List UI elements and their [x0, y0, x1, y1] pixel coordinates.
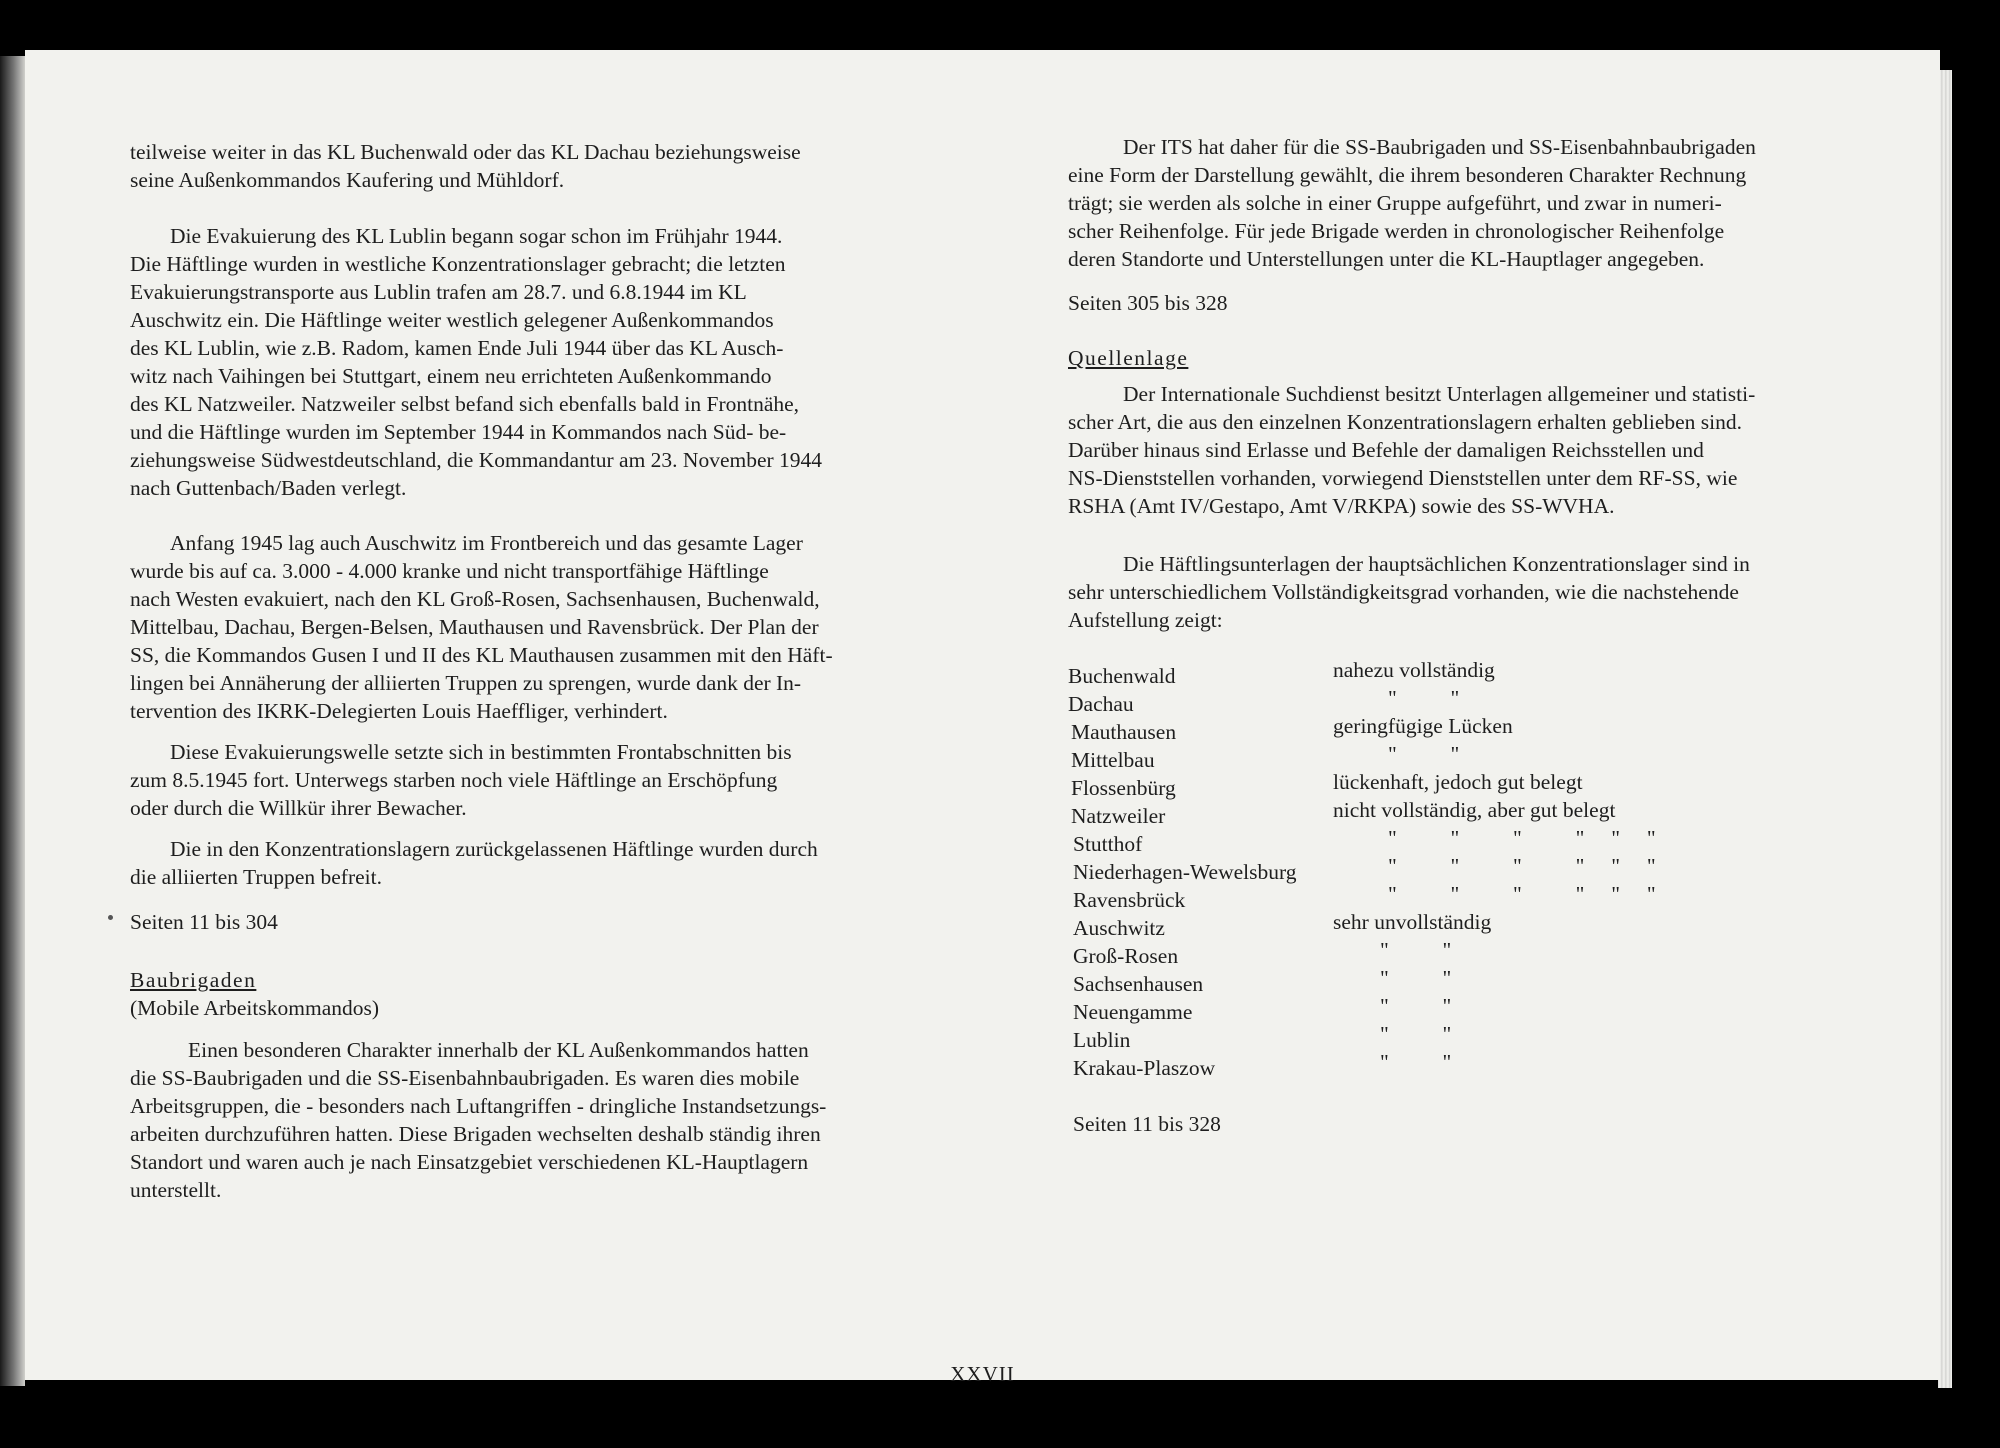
text-line: die alliierten Truppen befreit. — [130, 865, 382, 889]
text-line: sehr unterschiedlichem Vollständigkeitsgrad vorhanden, wie die nachstehende — [1068, 580, 1739, 604]
section-subheading: (Mobile Arbeitskommandos) — [130, 996, 380, 1020]
camp-status: nicht vollständig, aber gut belegt — [1333, 798, 1616, 822]
camp-status: " " — [1380, 994, 1452, 1018]
text-line: seine Außenkommandos Kaufering und Mühldorf. — [130, 168, 565, 192]
camp-status: nahezu vollständig — [1333, 658, 1495, 682]
text-line: und die Häftlinge wurden im September 1944 in Kommandos nach Süd- be- — [130, 420, 787, 444]
text-line: Mittelbau, Dachau, Bergen-Belsen, Mauthausen und Ravensbrück. Der Plan der — [130, 615, 819, 639]
margin-mark — [108, 915, 113, 920]
text-line: Die Häftlingsunterlagen der hauptsächlichen Konzentrationslager sind in — [1123, 552, 1750, 576]
camp-name: Lublin — [1073, 1028, 1131, 1052]
camp-status: geringfügige Lücken — [1333, 714, 1513, 738]
text-line: nach Guttenbach/Baden verlegt. — [130, 476, 407, 500]
page-stack-edge — [1938, 70, 1952, 1388]
camp-name: Niederhagen-Wewelsburg — [1073, 860, 1297, 884]
camp-name: Stutthof — [1073, 832, 1143, 856]
camp-status: " " — [1380, 938, 1452, 962]
text-line: Anfang 1945 lag auch Auschwitz im Frontbereich und das gesamte Lager — [170, 531, 803, 555]
page-reference: Seiten 11 bis 328 — [1073, 1112, 1221, 1136]
camp-status: " " — [1380, 1050, 1452, 1074]
text-line: Die Evakuierung des KL Lublin begann sogar schon im Frühjahr 1944. — [170, 224, 783, 248]
camp-name: Mittelbau — [1071, 748, 1155, 772]
text-line: arbeiten durchzuführen hatten. Diese Brigaden wechselten deshalb ständig ihren — [130, 1122, 821, 1146]
text-line: Der Internationale Suchdienst besitzt Unterlagen allgemeiner und statisti- — [1123, 382, 1756, 406]
camp-name: Sachsenhausen — [1073, 972, 1204, 996]
camp-status: " " — [1388, 686, 1460, 710]
camp-name: Krakau-Plaszow — [1073, 1056, 1216, 1080]
text-line: ziehungsweise Südwestdeutschland, die Kommandantur am 23. November 1944 — [130, 448, 823, 472]
text-line: scher Reihenfolge. Für jede Brigade werden in chronologischer Reihenfolge — [1068, 219, 1725, 243]
text-line: Einen besonderen Charakter innerhalb der KL Außenkommandos hatten — [188, 1038, 809, 1062]
text-line: Diese Evakuierungswelle setzte sich in bestimmten Frontabschnitten bis — [170, 740, 792, 764]
text-line: Aufstellung zeigt: — [1068, 608, 1223, 632]
camp-status: " " — [1388, 742, 1460, 766]
text-line: deren Standorte und Unterstellungen unter die KL-Hauptlager angegeben. — [1068, 247, 1705, 271]
text-line: NS-Dienststellen vorhanden, vorwiegend Dienststellen unter dem RF-SS, wie — [1068, 466, 1738, 490]
text-line: RSHA (Amt IV/Gestapo, Amt V/RKPA) sowie des SS-WVHA. — [1068, 494, 1615, 518]
camp-status: " " — [1380, 966, 1452, 990]
section-heading-quellenlage: Quellenlage — [1068, 346, 1189, 370]
text-line: die SS-Baubrigaden und die SS-Eisenbahnbaubrigaden. Es waren dies mobile — [130, 1066, 800, 1090]
camp-name: Flossenbürg — [1071, 776, 1176, 800]
text-line: Darüber hinaus sind Erlasse und Befehle der damaligen Reichsstellen und — [1068, 438, 1704, 462]
text-line: unterstellt. — [130, 1178, 222, 1202]
text-line: Evakuierungstransporte aus Lublin trafen am 28.7. und 6.8.1944 im KL — [130, 280, 747, 304]
camp-status: lückenhaft, jedoch gut belegt — [1333, 770, 1583, 794]
book-spine-shadow — [0, 56, 25, 1386]
text-line: zum 8.5.1945 fort. Unterwegs starben noch viele Häftlinge an Erschöpfung — [130, 768, 778, 792]
text-line: wurde bis auf ca. 3.000 - 4.000 kranke und nicht transportfähige Häftlinge — [130, 559, 769, 583]
camp-name: Dachau — [1068, 692, 1134, 716]
section-heading-baubrigaden: Baubrigaden — [130, 968, 257, 992]
camp-status: " " — [1380, 1022, 1452, 1046]
text-line: teilweise weiter in das KL Buchenwald oder das KL Dachau beziehungsweise — [130, 140, 801, 164]
page-reference: Seiten 305 bis 328 — [1068, 291, 1228, 315]
camp-status: " " " " " " — [1388, 882, 1656, 906]
text-line: oder durch die Willkür ihrer Bewacher. — [130, 796, 467, 820]
camp-status: sehr unvollständig — [1333, 910, 1492, 934]
document-page — [25, 50, 1940, 1386]
text-line: Standort und waren auch je nach Einsatzgebiet verschiedenen KL-Hauptlagern — [130, 1150, 809, 1174]
text-line: tervention des IKRK-Delegierten Louis Haeffliger, verhindert. — [130, 699, 668, 723]
camp-name: Buchenwald — [1068, 664, 1176, 688]
text-line: Auschwitz ein. Die Häftlinge weiter westlich gelegener Außenkommandos — [130, 308, 774, 332]
camp-status: " " " " " " — [1388, 854, 1656, 878]
text-line: des KL Natzweiler. Natzweiler selbst befand sich ebenfalls bald in Frontnähe, — [130, 392, 800, 416]
text-line: Der ITS hat daher für die SS-Baubrigaden und SS-Eisenbahnbaubrigaden — [1123, 135, 1756, 159]
text-line: Die in den Konzentrationslagern zurückgelassenen Häftlinge wurden durch — [170, 837, 818, 861]
camp-name: Neuengamme — [1073, 1000, 1193, 1024]
text-line: SS, die Kommandos Gusen I und II des KL Mauthausen zusammen mit den Häft- — [130, 643, 833, 667]
text-line: Arbeitsgruppen, die - besonders nach Luftangriffen - dringliche Instandsetzungs- — [130, 1094, 827, 1118]
camp-status: " " " " " " — [1388, 826, 1656, 850]
camp-name: Mauthausen — [1071, 720, 1177, 744]
page-reference: Seiten 11 bis 304 — [130, 910, 278, 934]
text-line: scher Art, die aus den einzelnen Konzentrationslagern erhalten geblieben sind. — [1068, 410, 1743, 434]
text-line: trägt; sie werden als solche in einer Gruppe aufgeführt, und zwar in numeri- — [1068, 191, 1722, 215]
camp-name: Ravensbrück — [1073, 888, 1186, 912]
text-line: nach Westen evakuiert, nach den KL Groß-Rosen, Sachsenhausen, Buchenwald, — [130, 587, 820, 611]
text-line: witz nach Vaihingen bei Stuttgart, einem neu errichteten Außenkommando — [130, 364, 772, 388]
camp-name: Natzweiler — [1071, 804, 1166, 828]
page-number: XXVII — [950, 1362, 1015, 1386]
text-line: eine Form der Darstellung gewählt, die ihrem besonderen Charakter Rechnung — [1068, 163, 1747, 187]
text-line: lingen bei Annäherung der alliierten Truppen zu sprengen, wurde dank der In- — [130, 671, 802, 695]
camp-name: Auschwitz — [1073, 916, 1165, 940]
text-line: Die Häftlinge wurden in westliche Konzentrationslager gebracht; die letzten — [130, 252, 786, 276]
text-line: des KL Lublin, wie z.B. Radom, kamen Ende Juli 1944 über das KL Ausch- — [130, 336, 784, 360]
camp-name: Groß-Rosen — [1073, 944, 1179, 968]
